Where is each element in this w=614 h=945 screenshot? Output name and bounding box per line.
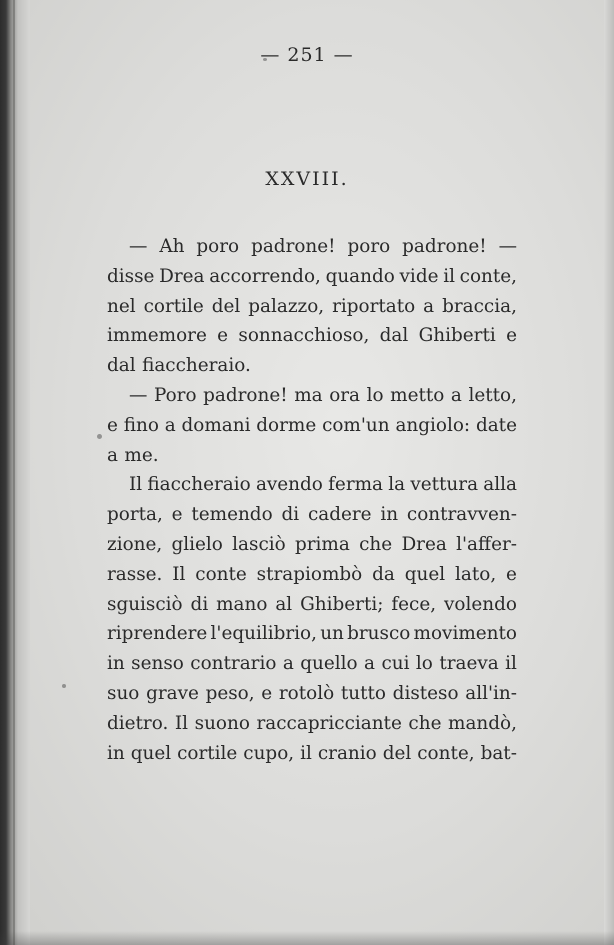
text-line: Il fiaccheraio avendo ferma la vettura alla <box>129 474 517 496</box>
text-line: riprendere l'equilibrio, un brusco movimento <box>107 623 517 645</box>
text-line: suo grave peso, e rotolò tutto disteso all'in- <box>107 682 517 704</box>
text-line: in senso contrario a quello a cui lo traeva il <box>107 653 517 675</box>
text-line: nel cortile del palazzo, riportato a braccia, <box>107 295 517 317</box>
text-line: immemore e sonnacchioso, dal Ghiberti e <box>107 325 517 347</box>
chapter-heading: XXVIII. <box>265 168 349 190</box>
body-text <box>107 232 517 768</box>
text-line: porta, e temendo di cadere in contravven- <box>107 504 517 526</box>
text-line: dietro. Il suono raccapricciante che mandò, <box>107 712 517 734</box>
text-line: disse Drea accorrendo, quando vide il conte, <box>107 265 517 287</box>
text-line: zione, glielo lasciò prima che Drea l'affer- <box>107 533 517 555</box>
spine-crease <box>13 0 15 945</box>
text-line: — Poro padrone! ma ora lo metto a letto, <box>129 384 517 406</box>
page-edge <box>604 0 614 945</box>
page-number: — 251 — <box>260 44 354 66</box>
text-line: a me. <box>107 444 159 466</box>
text-line: e fino a domani dorme com'un angiolo: date <box>107 414 517 436</box>
text-line: — Ah poro padrone! poro padrone! — <box>129 236 517 257</box>
book-spine-shadow <box>0 0 30 945</box>
text-line: dal fiaccheraio. <box>107 355 251 377</box>
text-line: rasse. Il conte strapiombò da quel lato, e <box>107 563 517 585</box>
page-bottom-shadow <box>0 931 614 945</box>
text-line: in quel cortile cupo, il cranio del conte, bat- <box>107 742 517 764</box>
paper-speck <box>62 684 66 688</box>
paper-speck <box>97 434 102 439</box>
text-line: sguisciò di mano al Ghiberti; fece, volendo <box>107 593 517 615</box>
